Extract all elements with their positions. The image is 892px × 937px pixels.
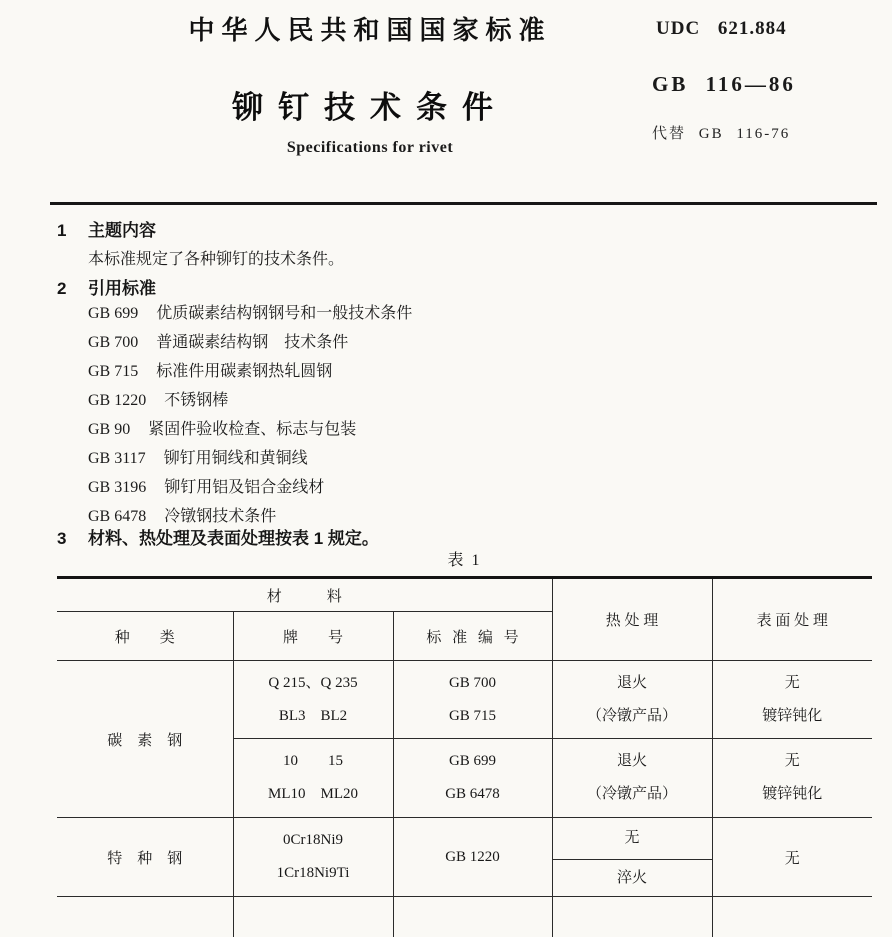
superseded-standard: 代替 GB 116-76 (652, 122, 790, 143)
reference-item (88, 473, 412, 502)
cell-surface-treatment (712, 739, 872, 818)
cell-grade (233, 818, 393, 897)
table-header-kind: 种 类 (57, 612, 233, 661)
reference-code: GB 699 (88, 305, 138, 322)
section-3-heading (57, 524, 379, 549)
cell-surface-treatment: 无 (712, 818, 872, 897)
reference-code: GB 3196 (88, 479, 146, 496)
section-1-number: 1 (57, 221, 88, 241)
grade-line: 10 15 (234, 745, 393, 778)
cell-standard-no: GB 1220 (393, 818, 552, 897)
udc-number: UDC 621.884 (656, 18, 787, 40)
grade-line: Q 215、Q 235 (234, 667, 393, 700)
table-header-heat-treatment: 热 处 理 (552, 578, 712, 661)
cell-kind-special-steel: 特 种 钢 (57, 818, 233, 897)
reference-title: 标准件用碳素钢热轧圆钢 (156, 363, 332, 380)
cell-surface-treatment (712, 661, 872, 739)
table-header-grade: 牌 号 (233, 612, 393, 661)
standard-number: GB 116—86 (652, 72, 796, 97)
standard-line: GB 715 (394, 700, 552, 733)
table-header-surface-treatment: 表 面 处 理 (712, 578, 872, 661)
surface-line: 无 (713, 667, 873, 700)
header-divider (50, 202, 877, 205)
reference-title: 优质碳素结构钢钢号和一般技术条件 (156, 305, 412, 322)
empty-cell (712, 897, 872, 937)
reference-item (88, 386, 412, 415)
table-cutoff-row (57, 897, 872, 937)
cell-heat-treatment (552, 661, 712, 739)
empty-cell (393, 897, 552, 937)
reference-title: 铆钉用铝及铝合金线材 (164, 479, 324, 496)
document-title: 铆钉技术条件 (0, 82, 740, 127)
cell-kind-carbon-steel: 碳 素 钢 (57, 661, 233, 818)
heat-line: （冷镦产品） (553, 778, 712, 811)
section-1-body: 本标准规定了各种铆钉的技术条件。 (88, 246, 344, 269)
section-2-title: 引用标准 (88, 279, 156, 298)
cell-heat-treatment (552, 739, 712, 818)
surface-line: 镀锌钝化 (713, 778, 873, 811)
cell-grade (233, 739, 393, 818)
reference-code: GB 3117 (88, 450, 146, 467)
cell-grade (233, 661, 393, 739)
grade-line: 1Cr18Ni9Ti (234, 857, 393, 890)
reference-title: 普通碳素结构钢 技术条件 (156, 334, 348, 351)
reference-title: 铆钉用铜线和黄铜线 (164, 450, 308, 467)
standard-line: GB 6478 (394, 778, 552, 811)
reference-item (88, 415, 412, 444)
grade-line: 0Cr18Ni9 (234, 824, 393, 857)
reference-code: GB 1220 (88, 392, 146, 409)
cell-standard-no (393, 661, 552, 739)
reference-code: GB 700 (88, 334, 138, 351)
reference-list (88, 299, 412, 531)
empty-cell (57, 897, 233, 937)
heat-line: 无 (553, 818, 712, 860)
table-1 (57, 576, 872, 937)
english-title: Specifications for rivet (0, 139, 740, 157)
table-caption: 表 1 (57, 547, 872, 570)
reference-code: GB 6478 (88, 508, 146, 525)
grade-line: ML10 ML20 (234, 778, 393, 811)
empty-cell (552, 897, 712, 937)
empty-cell (233, 897, 393, 937)
section-1-title: 主题内容 (88, 221, 156, 240)
reference-title: 不锈钢棒 (164, 392, 228, 409)
surface-line: 镀锌钝化 (713, 700, 873, 733)
table-header-standard-no: 标 准 编 号 (393, 612, 552, 661)
heat-line: 淬火 (553, 860, 712, 896)
section-3-number: 3 (57, 529, 88, 549)
heat-line: （冷镦产品） (553, 700, 712, 733)
cell-heat-treatment-split (552, 818, 712, 897)
reference-item (88, 299, 412, 328)
reference-item (88, 444, 412, 473)
section-1-heading (57, 216, 156, 241)
section-3-title: 材料、热处理及表面处理按表 1 规定。 (88, 529, 379, 548)
section-2-number: 2 (57, 279, 88, 299)
heat-line: 退火 (553, 667, 712, 700)
section-2-heading (57, 274, 156, 299)
standard-line: GB 700 (394, 667, 552, 700)
heat-line: 退火 (553, 745, 712, 778)
reference-item (88, 357, 412, 386)
reference-code: GB 715 (88, 363, 138, 380)
table-header-material: 材 料 (57, 578, 552, 612)
surface-line: 无 (713, 745, 873, 778)
national-standard-title: 中华人民共和国国家标准 (0, 10, 740, 47)
reference-title: 冷镦钢技术条件 (164, 508, 276, 525)
standard-line: GB 699 (394, 745, 552, 778)
grade-line: BL3 BL2 (234, 700, 393, 733)
cell-standard-no (393, 739, 552, 818)
reference-code: GB 90 (88, 421, 130, 438)
reference-title: 紧固件验收检查、标志与包装 (148, 421, 356, 438)
reference-item (88, 328, 412, 357)
